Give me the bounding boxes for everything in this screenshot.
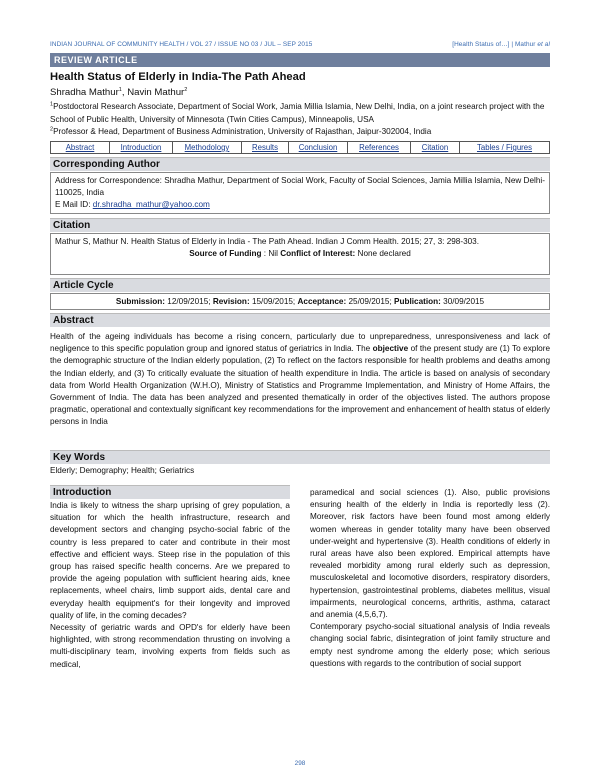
intro-paragraph-2: Necessity of geriatric wards and OPD's for elderly have been highlighted, with strong recommendation thrusting on involving a multi-disciplinary team, involving experts from fields such as medical,	[50, 623, 290, 669]
funding-line: Source of Funding : Nil Conflict of Interest: None declared	[189, 249, 411, 259]
article-cycle-heading: Article Cycle	[50, 278, 550, 292]
nav-abstract-link[interactable]: Abstract	[65, 143, 95, 152]
intro-paragraph-4: Contemporary psycho-social situational analysis of India reveals changing social fabric, disintegration of joint family structure and empty nest syndrome among the elderly pose; which serious questions with regards to the contribution of social support	[310, 622, 550, 668]
nav-introduction-link[interactable]: Introduction	[120, 143, 162, 152]
nav-references-link[interactable]: References	[359, 143, 399, 152]
corresponding-author-box	[50, 172, 550, 214]
intro-paragraph-3: paramedical and social sciences (1). Also, public provisions ensuring health of the elderly in India is reportedly less (2). Moreover, risk factors have been found most among elderly women whereas in gender totality many have been observed under-weight and hypertensive (3). Health conditions of elderly in rural areas have also been explored. Empirical attempts have revealed morbidity among rural elderly such as depression, musculoskeletal and locomotive disorders, respiratory disorders, hypertension, gastrointestinal problems, diabetes mellitus, visual impairments, neurological concerns, arthritis, asthma, cataract and anemia (4,5,6,7).	[310, 488, 550, 620]
nav-citation-link[interactable]: Citation	[421, 143, 449, 152]
abstract-heading: Abstract	[50, 313, 550, 327]
nav-methodology-link[interactable]: Methodology	[184, 143, 230, 152]
article-title: Health Status of Elderly in India-The Path Ahead	[50, 71, 306, 83]
page-number: 298	[294, 760, 306, 767]
citation-text: Mathur S, Mathur N. Health Status of Elderly in India - The Path Ahead. Indian J Comm Health. 2015; 27, 3: 298-303.	[55, 237, 480, 246]
email-link[interactable]: dr.shradha_mathur@yahoo.com	[92, 200, 210, 210]
correspondence-address: Address for Correspondence: Shradha Mathur, Department of Social Work, Faculty of Social Sciences, Jamia Millia Islamia, New Delhi-110025, India	[55, 176, 545, 198]
journal-citation-line: INDIAN JOURNAL OF COMMUNITY HEALTH / VOL 27 / ISSUE NO 03 / JUL – SEP 2015	[50, 41, 313, 48]
introduction-heading: Introduction	[50, 485, 290, 499]
intro-paragraph-1: India is likely to witness the sharp uprising of grey population, a situation for which the health infrastructure, research and development sectors and changing psycho-social fabric of the country is less prepared to cater and contribute in their most effective and efficient ways. Steep rise in the population of this group has raised specific health concerns. Are we prepared to provide the ageing population with sufficient hearing aids, knee replacements, wheel chairs, limb support aids, dental care and everyday health equipment's for their longevity and improved quality of life, in the coming decades?	[50, 501, 290, 620]
running-title: [Health Status of…] | Mathur et al	[452, 41, 550, 48]
nav-conclusion-link[interactable]: Conclusion	[298, 143, 338, 152]
authors: Shradha Mathur$^1$, Navin Mathur$^2$	[50, 86, 188, 98]
email-line: E Mail ID: dr.shradha_mathur@yahoo.com	[55, 200, 210, 210]
corresponding-author-heading: Corresponding Author	[50, 157, 550, 171]
affiliation-2: $^2$Professor & Head, Department of Business Administration, University of Rajasthan, Jaipur-302004, India	[50, 126, 432, 136]
abstract-text: Health of the ageing individuals has become a rising concern, particularly due to unpreparedness, unresponsiveness and lack of negligence to this specific population group and ignored status of geriatrics in India. The objective of the present study are (1) To explore the demographic structure of the Indian elderly population, (2) To reflect on the factors responsible for health problems and deaths among the Indian elderly, and (3) To critically evaluate the situation of health expenditure in India. The article is based on analysis of secondary data from World Health Organization (W.H.O), Ministry of Statistics and Programme Implementation, and Ministry of Home Affairs, the Government of India. The data has been analyzed and presented thematically in order of the objectives listed. The authors propose pragmatic, operational and contextually significant key recommendations for the improvement and enhancement of health status of elderly persons in India	[50, 332, 550, 427]
keywords-heading: Key Words	[50, 450, 550, 464]
review-article-bar: REVIEW ARTICLE	[50, 53, 550, 67]
intro-right-column	[310, 487, 550, 670]
nav-tables-figures-link[interactable]: Tables / Figures	[476, 143, 533, 152]
affiliation-1: $^1$Postdoctoral Research Associate, Department of Social Work, Jamia Millia Islamia, New Delhi, India, on a joint research project with the School of Public Health, University of Minnesota (Twin Cities Campus), Minneapolis, USA	[50, 101, 545, 124]
journal-header	[50, 41, 550, 48]
article-cycle-box: Submission: 12/09/2015; Revision: 15/09/2015; Acceptance: 25/09/2015; Publication: 30/09/2015	[50, 293, 550, 310]
affiliations	[50, 101, 550, 139]
citation-box	[50, 233, 550, 275]
intro-left-column	[50, 500, 290, 671]
nav-results-link[interactable]: Results	[252, 143, 278, 152]
section-nav	[50, 141, 550, 154]
keywords-text: Elderly; Demography; Health; Geriatrics	[50, 466, 195, 475]
citation-heading: Citation	[50, 218, 550, 232]
